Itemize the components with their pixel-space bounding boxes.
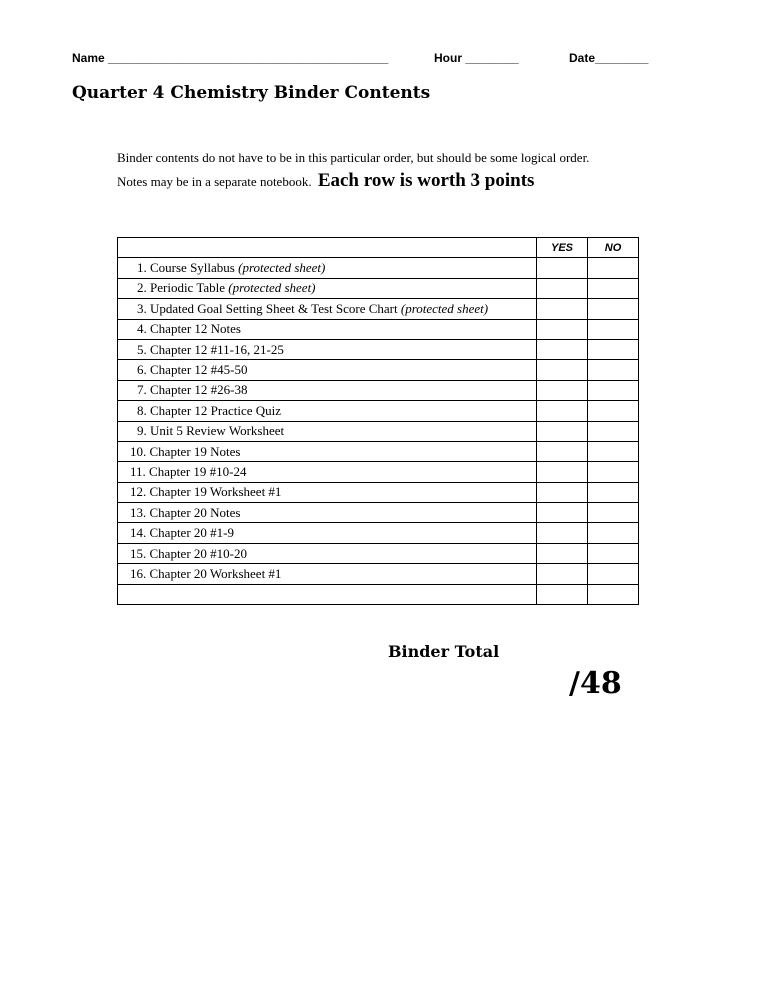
binder-item-cell xyxy=(118,584,537,604)
yes-checkbox-cell[interactable] xyxy=(537,482,588,502)
binder-item-label: 5. Chapter 12 #11-16, 21-25 xyxy=(137,341,284,357)
table-row xyxy=(118,299,639,319)
binder-contents-table xyxy=(117,237,639,605)
no-checkbox-cell[interactable] xyxy=(588,319,639,339)
binder-item-label: 3. Updated Goal Setting Sheet & Test Score Chart xyxy=(137,300,398,316)
no-checkbox-cell[interactable] xyxy=(588,401,639,421)
page-title: Quarter 4 Chemistry Binder Contents xyxy=(72,83,431,103)
no-checkbox-cell[interactable] xyxy=(588,462,639,482)
student-info-header xyxy=(72,51,662,67)
table-row xyxy=(118,462,639,482)
yes-checkbox-cell[interactable] xyxy=(537,564,588,584)
instructions-notes-text: Notes may be in a separate notebook. xyxy=(117,174,312,189)
binder-item-cell xyxy=(118,278,537,298)
binder-item-label: 9. Unit 5 Review Worksheet xyxy=(137,423,285,439)
no-checkbox-cell[interactable] xyxy=(588,441,639,461)
no-checkbox-cell[interactable] xyxy=(588,278,639,298)
instructions-line-2 xyxy=(117,170,534,192)
table-row xyxy=(118,258,639,278)
binder-item-label: 6. Chapter 12 #45-50 xyxy=(137,362,248,378)
binder-item-cell xyxy=(118,503,537,523)
binder-item-label: 8. Chapter 12 Practice Quiz xyxy=(137,402,282,418)
hour-field[interactable]: Hour ________ xyxy=(434,51,519,65)
binder-item-note: (protected sheet) xyxy=(228,280,316,296)
binder-item-note: (protected sheet) xyxy=(238,260,326,276)
table-row xyxy=(118,482,639,502)
yes-checkbox-cell[interactable] xyxy=(537,401,588,421)
yes-checkbox-cell[interactable] xyxy=(537,441,588,461)
table-row xyxy=(118,584,639,604)
yes-checkbox-cell[interactable] xyxy=(537,380,588,400)
no-checkbox-cell[interactable] xyxy=(588,482,639,502)
binder-item-cell xyxy=(118,380,537,400)
binder-item-label: 7. Chapter 12 #26-38 xyxy=(137,382,248,398)
yes-checkbox-cell[interactable] xyxy=(537,462,588,482)
yes-checkbox-cell[interactable] xyxy=(537,339,588,359)
table-row xyxy=(118,564,639,584)
binder-item-cell xyxy=(118,523,537,543)
yes-checkbox-cell[interactable] xyxy=(537,319,588,339)
yes-checkbox-cell[interactable] xyxy=(537,523,588,543)
instructions-line-1: Binder contents do not have to be in this particular order, but should be some logical order. xyxy=(117,150,590,165)
name-field[interactable]: Name __________________________________________ xyxy=(72,51,389,65)
binder-item-cell xyxy=(118,299,537,319)
table-row xyxy=(118,401,639,421)
yes-checkbox-cell[interactable] xyxy=(537,360,588,380)
yes-checkbox-cell[interactable] xyxy=(537,503,588,523)
binder-item-cell xyxy=(118,421,537,441)
no-checkbox-cell[interactable] xyxy=(588,258,639,278)
yes-checkbox-cell[interactable] xyxy=(537,543,588,563)
binder-total-label: Binder Total xyxy=(388,642,500,661)
binder-item-label: 11. Chapter 19 #10-24 xyxy=(130,463,247,479)
table-row xyxy=(118,319,639,339)
binder-item-cell xyxy=(118,258,537,278)
table-row xyxy=(118,441,639,461)
binder-item-label: 10. Chapter 19 Notes xyxy=(130,443,241,459)
binder-item-label: 12. Chapter 19 Worksheet #1 xyxy=(130,484,282,500)
table-row xyxy=(118,380,639,400)
yes-checkbox-cell[interactable] xyxy=(537,278,588,298)
yes-checkbox-cell[interactable] xyxy=(537,258,588,278)
binder-item-label: 1. Course Syllabus xyxy=(137,260,235,276)
no-checkbox-cell[interactable] xyxy=(588,339,639,359)
table-row xyxy=(118,278,639,298)
binder-item-label: 14. Chapter 20 #1-9 xyxy=(130,525,234,541)
no-checkbox-cell[interactable] xyxy=(588,503,639,523)
no-checkbox-cell[interactable] xyxy=(588,543,639,563)
table-row xyxy=(118,360,639,380)
binder-total-value: /48 xyxy=(569,666,622,701)
no-checkbox-cell[interactable] xyxy=(588,564,639,584)
binder-item-label: 2. Periodic Table xyxy=(137,280,226,296)
binder-item-note: (protected sheet) xyxy=(400,300,489,316)
no-checkbox-cell[interactable] xyxy=(588,299,639,319)
yes-column-header: YES xyxy=(537,238,588,258)
binder-item-cell xyxy=(118,441,537,461)
binder-item-cell xyxy=(118,564,537,584)
no-checkbox-cell[interactable] xyxy=(588,360,639,380)
no-checkbox-cell[interactable] xyxy=(588,584,639,604)
table-header-row xyxy=(118,238,639,258)
binder-item-label: 13. Chapter 20 Notes xyxy=(130,504,241,520)
binder-item-cell xyxy=(118,401,537,421)
points-note: Each row is worth 3 points xyxy=(317,170,535,191)
table-row xyxy=(118,503,639,523)
no-column-header: NO xyxy=(588,238,639,258)
date-field[interactable]: Date________ xyxy=(569,51,649,65)
binder-item-cell xyxy=(118,482,537,502)
binder-item-cell xyxy=(118,543,537,563)
item-column-header xyxy=(118,238,537,258)
binder-item-cell xyxy=(118,360,537,380)
table-row xyxy=(118,339,639,359)
table-row xyxy=(118,421,639,441)
no-checkbox-cell[interactable] xyxy=(588,523,639,543)
binder-item-label: 15. Chapter 20 #10-20 xyxy=(130,545,247,561)
binder-item-label: 4. Chapter 12 Notes xyxy=(137,321,241,337)
binder-item-cell xyxy=(118,339,537,359)
binder-item-cell xyxy=(118,319,537,339)
no-checkbox-cell[interactable] xyxy=(588,380,639,400)
yes-checkbox-cell[interactable] xyxy=(537,299,588,319)
no-checkbox-cell[interactable] xyxy=(588,421,639,441)
table-row xyxy=(118,523,639,543)
binder-item-label: 16. Chapter 20 Worksheet #1 xyxy=(130,565,282,581)
binder-item-cell xyxy=(118,462,537,482)
table-row xyxy=(118,543,639,563)
yes-checkbox-cell[interactable] xyxy=(537,584,588,604)
yes-checkbox-cell[interactable] xyxy=(537,421,588,441)
